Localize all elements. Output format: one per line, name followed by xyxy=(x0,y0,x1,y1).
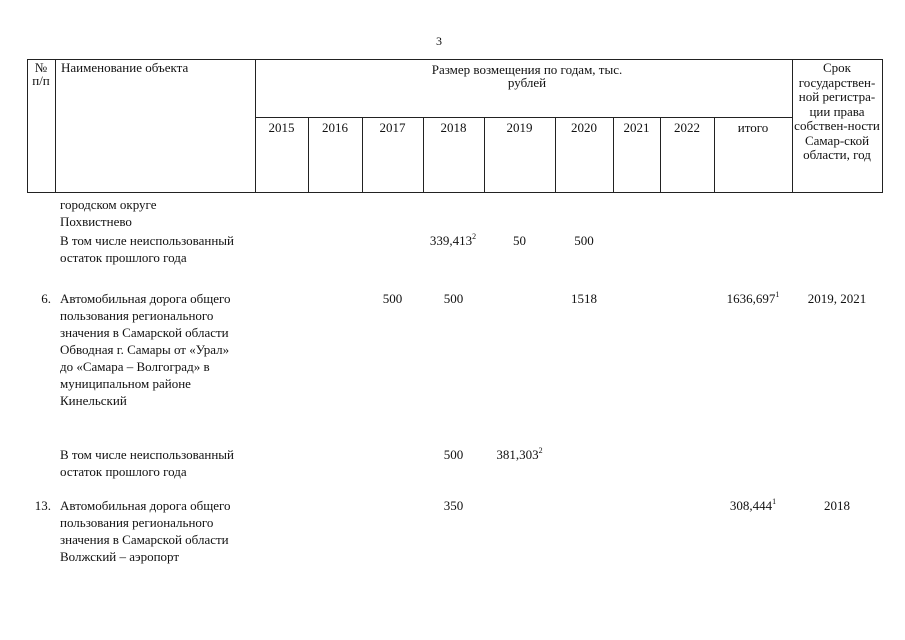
row-name: Автомобильная дорога общего пользования регионального значения в Самарской области Волжский – аэропорт xyxy=(60,498,231,564)
table-header xyxy=(27,59,883,193)
header-year-2022: 2022 xyxy=(674,120,700,135)
header-year-2015: 2015 xyxy=(268,120,295,135)
header-year-2020: 2020 xyxy=(571,120,597,135)
row-term: 2019, 2021 xyxy=(807,291,867,306)
header-year-2018: 2018 xyxy=(440,120,467,135)
row-num: 13. xyxy=(34,498,51,513)
header-name: Наименование объекта xyxy=(61,60,189,75)
row-total: 308,444$^1$ xyxy=(729,496,777,513)
header-year-2016: 2016 xyxy=(322,120,348,135)
row-term: 2018 xyxy=(824,498,850,513)
row-name: Автомобильная дорога общего пользования регионального значения в Самарской области Обводная г. Самары от «Урал» до «Самара – Волгоград» в муниципальном районе Кинельский xyxy=(60,291,231,408)
row-2018: 339,413$^2$ xyxy=(429,231,477,248)
row-name: городском округе Похвистнево xyxy=(60,197,157,229)
row-num: 6. xyxy=(41,291,51,306)
row-2018: 500 xyxy=(443,447,464,462)
row-2019: 50 xyxy=(513,233,526,248)
header-total: итого xyxy=(737,120,769,135)
header-year-2017: 2017 xyxy=(379,120,406,135)
row-2020: 1518 xyxy=(571,291,597,306)
row-total: 1636,697$^1$ xyxy=(726,289,780,306)
row-2019: 381,303$^2$ xyxy=(496,445,543,462)
row-2017: 500 xyxy=(382,291,403,306)
page-number: 3 xyxy=(436,34,442,48)
row-2018: 500 xyxy=(443,291,464,306)
header-term: Срок государствен-ной регистра-ции права собствен-ности Самар-ской области, год xyxy=(794,60,880,162)
header-year-2021: 2021 xyxy=(623,120,650,135)
row-name: В том числе неиспользованный остаток прошлого года xyxy=(60,447,234,479)
row-2020: 500 xyxy=(574,233,594,248)
row-2018: 350 xyxy=(443,498,464,513)
header-num: № п/п xyxy=(32,60,50,88)
row-name: В том числе неиспользованный остаток прошлого года xyxy=(60,233,234,265)
header-year-2019: 2019 xyxy=(506,120,533,135)
header-payment: Размер возмещения по годам, тыс. рублей xyxy=(431,62,623,90)
